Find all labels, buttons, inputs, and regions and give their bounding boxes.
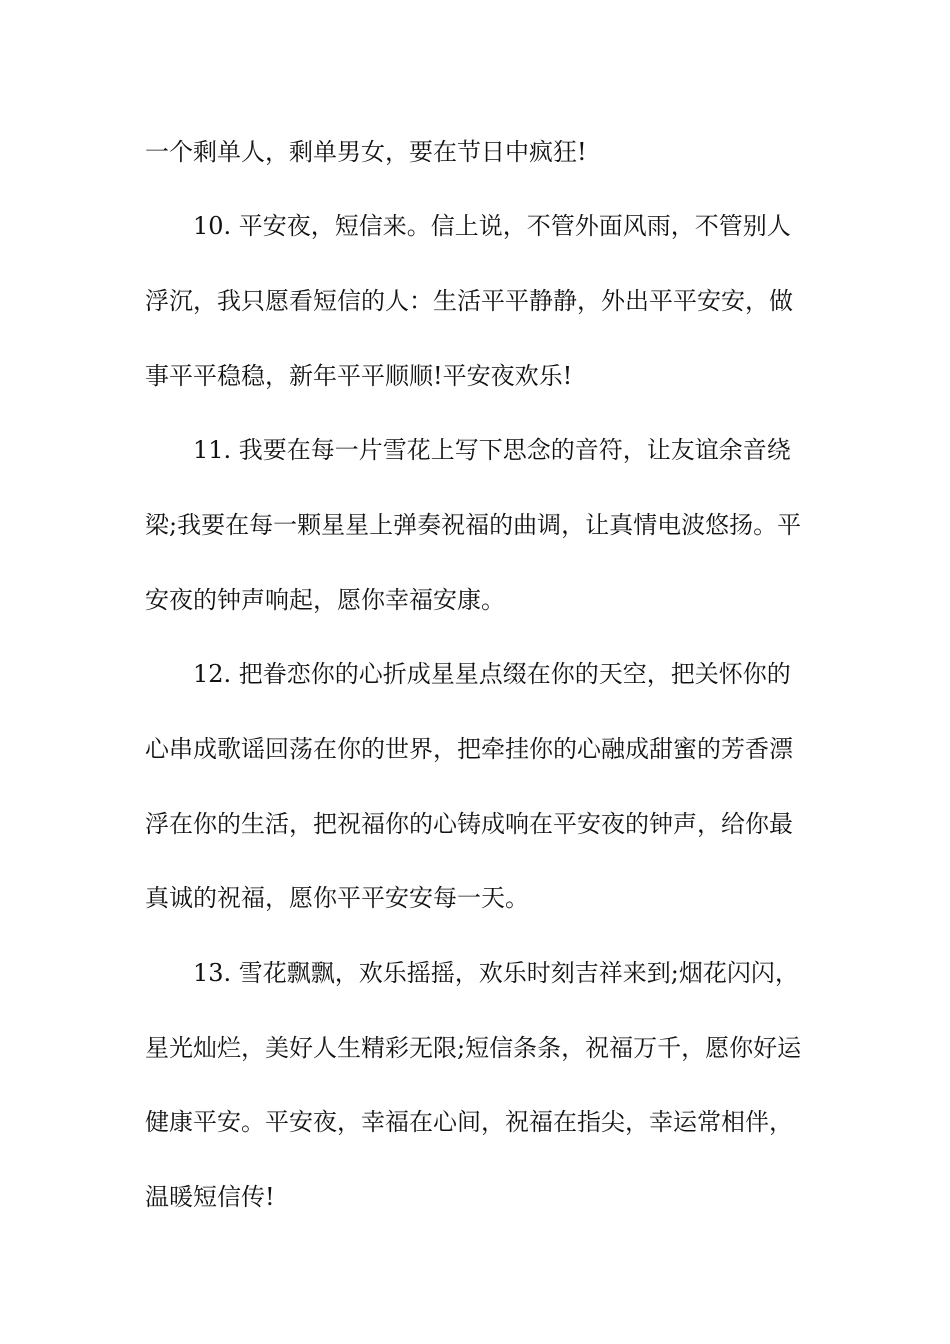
text-line: 星光灿烂，美好人生精彩无限;短信条条，祝福万千，愿你好运 bbox=[145, 1034, 802, 1062]
text-line: 安夜的钟声响起，愿你幸福安康。 bbox=[145, 586, 505, 614]
text-line: 一个剩单人，剩单男女，要在节日中疯狂! bbox=[145, 138, 587, 166]
text-line: 10. 平安夜，短信来。信上说，不管外面风雨，不管别人 bbox=[193, 212, 791, 240]
text-line: 梁;我要在每一颗星星上弹奏祝福的曲调，让真情电波悠扬。平 bbox=[145, 511, 802, 539]
text-line: 11. 我要在每一片雪花上写下思念的音符，让友谊余音绕 bbox=[193, 436, 791, 464]
text-line: 心串成歌谣回荡在你的世界，把牵挂你的心融成甜蜜的芳香漂 bbox=[145, 735, 793, 763]
text-line: 温暖短信传! bbox=[145, 1183, 275, 1211]
text-line: 健康平安。平安夜，幸福在心间，祝福在指尖，幸运常相伴， bbox=[145, 1108, 793, 1136]
text-line: 浮在你的生活，把祝福你的心铸成响在平安夜的钟声，给你最 bbox=[145, 810, 793, 838]
text-line: 事平平稳稳，新年平平顺顺!平安夜欢乐! bbox=[145, 362, 573, 390]
text-line: 真诚的祝福，愿你平平安安每一天。 bbox=[145, 884, 529, 912]
text-line: 12. 把眷恋你的心折成星星点缀在你的天空，把关怀你的 bbox=[193, 660, 791, 688]
text-line: 13. 雪花飘飘，欢乐摇摇，欢乐时刻吉祥来到;烟花闪闪， bbox=[193, 959, 799, 987]
text-line: 浮沉，我只愿看短信的人：生活平平静静，外出平平安安，做 bbox=[145, 287, 793, 315]
